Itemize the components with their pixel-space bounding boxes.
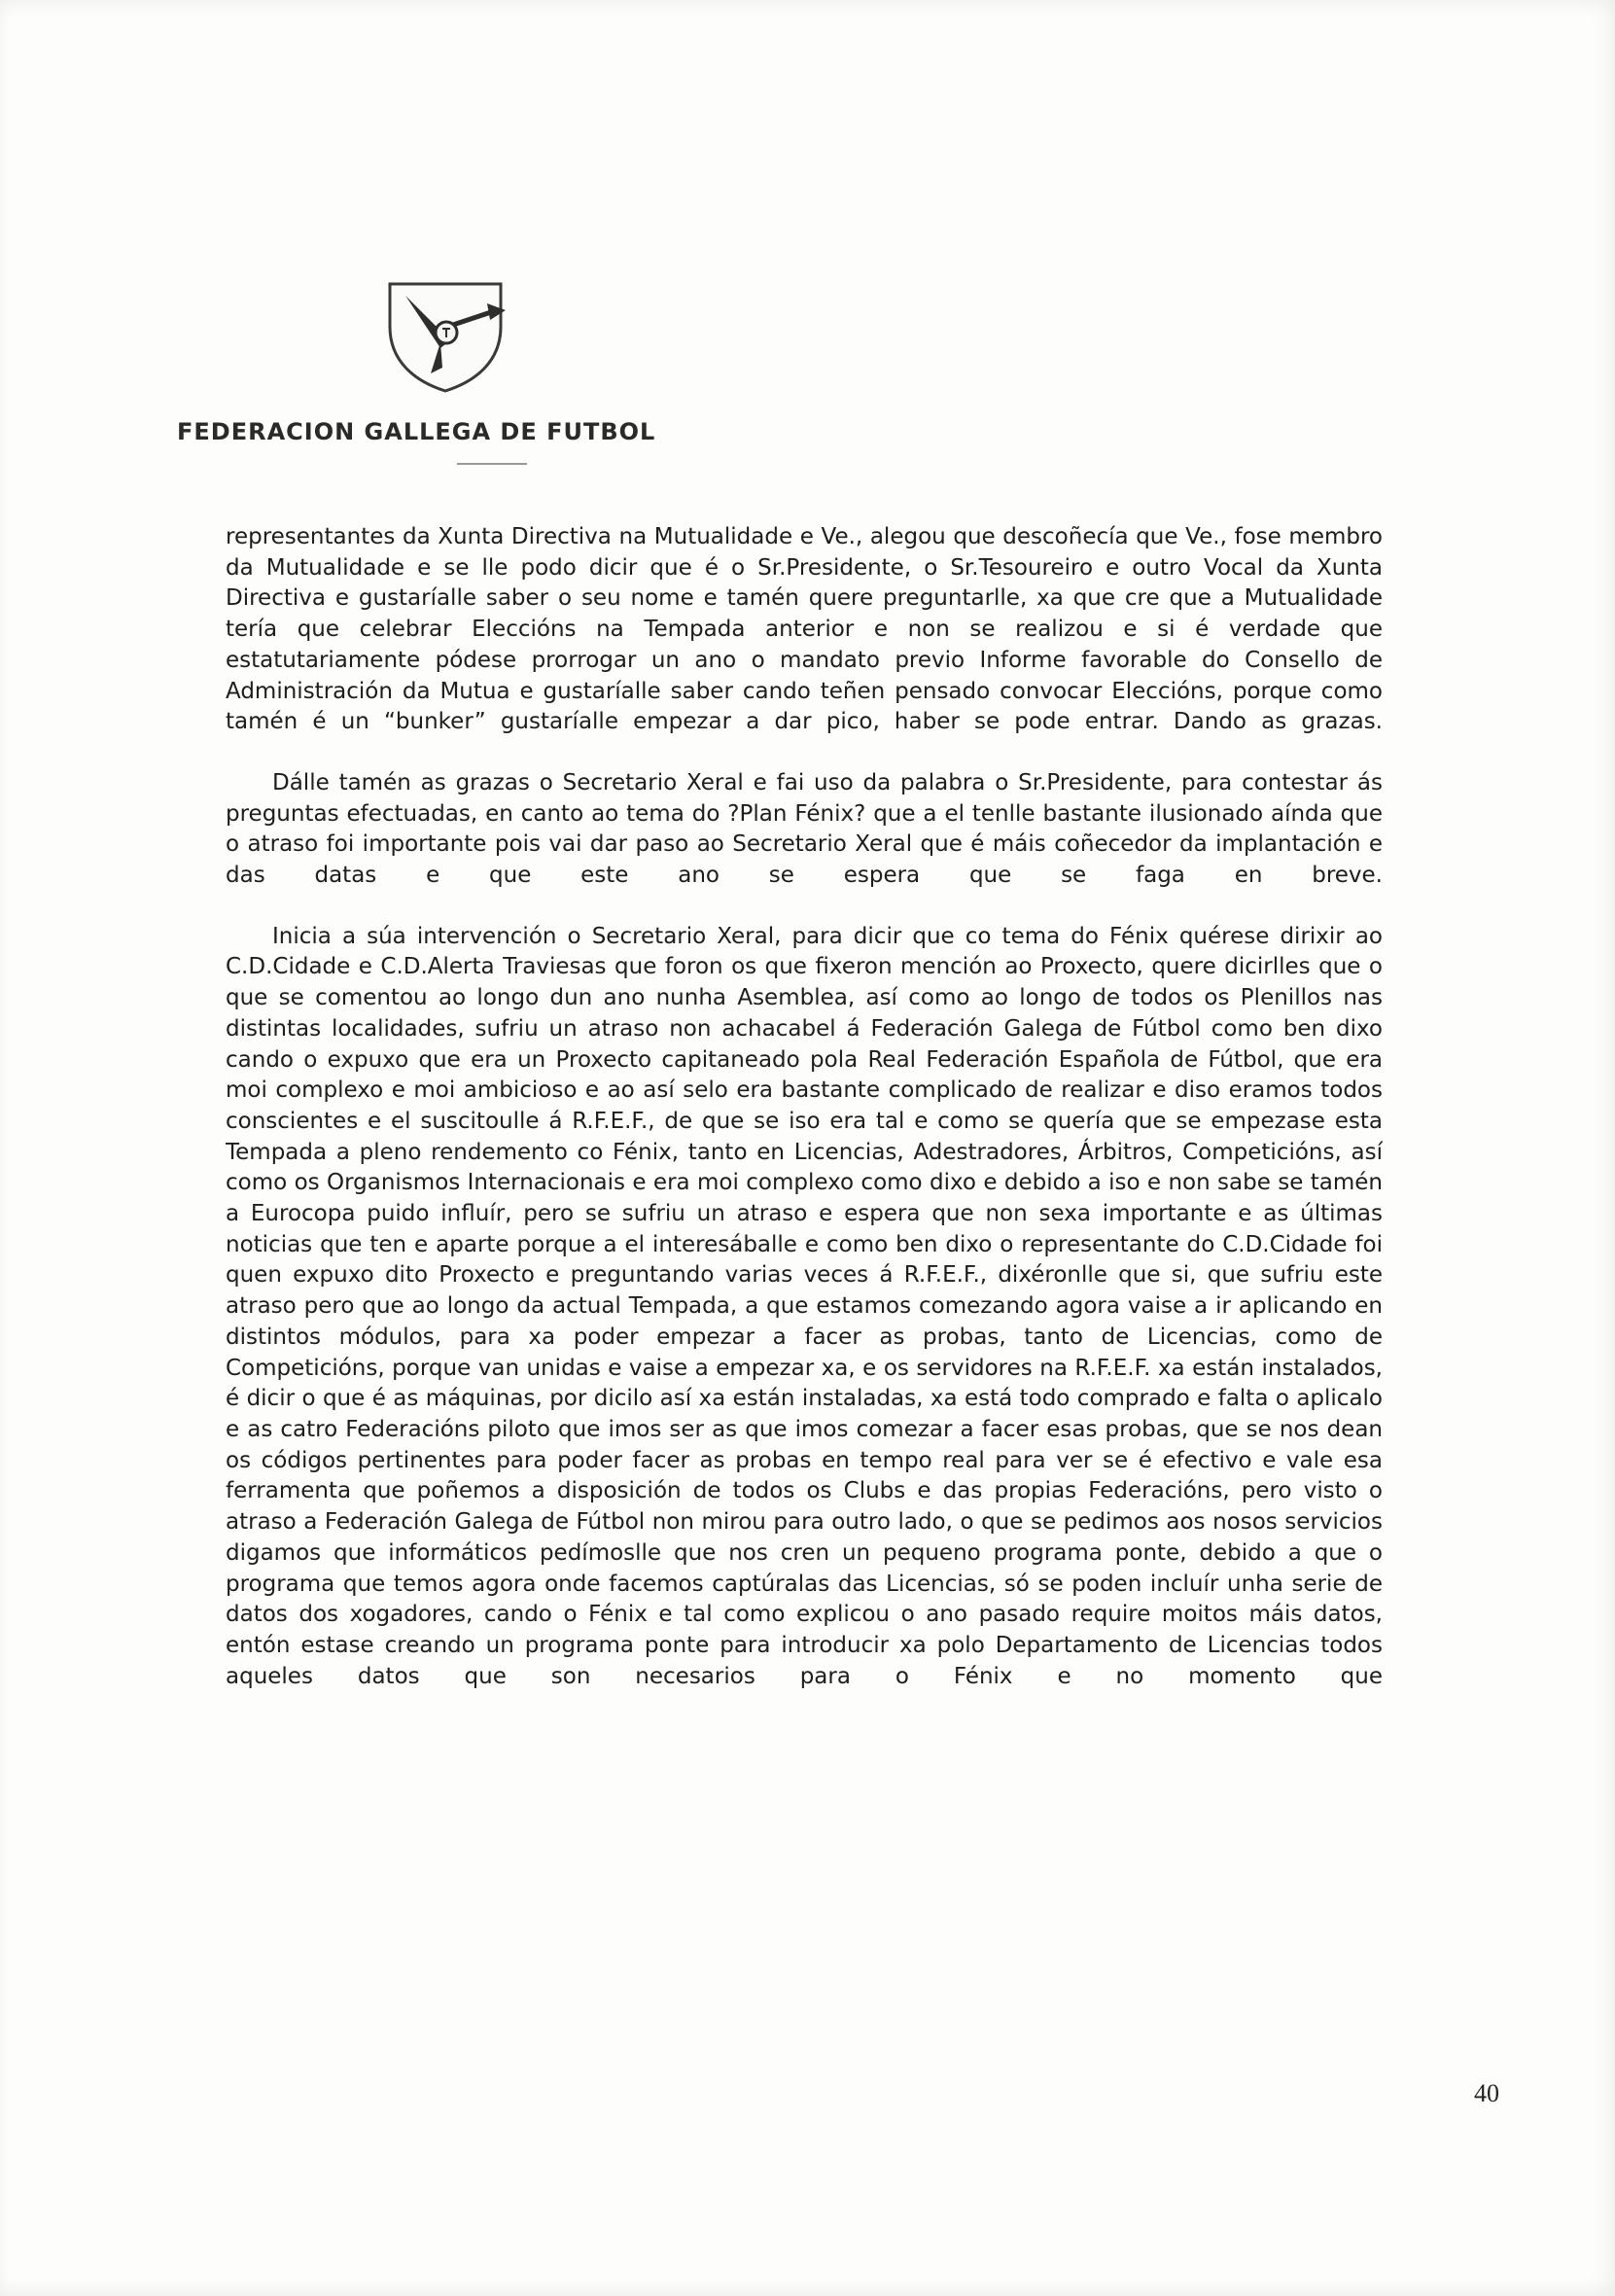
organization-name-heading: FEDERACION GALLEGA DE FUTBOL	[177, 418, 656, 445]
document-body	[226, 522, 1383, 1722]
page-number: 40	[1474, 2079, 1499, 2107]
federation-crest-icon	[381, 278, 509, 395]
header-rule	[457, 463, 527, 465]
paragraph: Inicia a súa intervención o Secretario Xeral, para dicir que co tema do Fénix quérese dirixir ao C.D.Cidade e C.D.Alerta Traviesas que foron os que fixeron mención ao Proxecto, quere dicirlles que o que se comentou ao longo dun ano nunha Asemblea, así como ao longo de todos os Plenillos nas distintas localidades, sufriu un atraso non achacabel á Federación Galega de Fútbol como ben dixo cando o expuxo que era un Proxecto capitaneado pola Real Federación Española de Fútbol, que era moi complexo e moi ambicioso e ao así selo era bastante complicado de realizar e diso eramos todos conscientes e el suscitoulle á R.F.E.F., de que se iso era tal e como se quería que se empezase esta Tempada a pleno rendemento co Fénix, tanto en Licencias, Adestradores, Árbitros, Competicións, así como os Organismos Internacionais e era moi complexo como dixo e debido a iso e non sabe se tamén a Eurocopa puido influír, pero se sufriu un atraso e espera que non sexa importante e as últimas noticias que ten e aparte porque a el interesáballe e como ben dixo o representante do C.D.Cidade foi quen expuxo dito Proxecto e preguntando varias veces á R.F.E.F., dixéronlle que si, que sufriu este atraso pero que ao longo da actual Tempada, a que estamos comezando agora vaise a ir aplicando en distintos módulos, para xa poder empezar a facer as probas, tanto de Licencias, como de Competicións, porque van unidas e vaise a empezar xa, e os servidores na R.F.E.F. xa están instalados, é dicir o que é as máquinas, por dicilo así xa están instaladas, xa está todo comprado e falta o aplicalo e as catro Federacións piloto que imos ser as que imos comezar a facer esas probas, que se nos dean os códigos pertinentes para poder facer as probas en tempo real para ver se é efectivo e vale esa ferramenta que poñemos a disposición de todos os Clubs e das propias Federacións, pero visto o atraso a Federación Galega de Fútbol non mirou para outro lado, o que se pedimos aos nosos servicios digamos que informáticos pedímoslle que nos cren un pequeno programa ponte, debido a que o programa que temos agora onde facemos captúralas das Licencias, só se poden incluír unha serie de datos dos xogadores, cando o Fénix e tal como explicou o ano pasado require moitos máis datos, entón estase creando un programa ponte para introducir xa polo Departamento de Licencias todos aqueles datos que son necesarios para o Fénix e no momento que	[226, 923, 1383, 1689]
paragraph-continuation: representantes da Xunta Directiva na Mutualidade e Ve., alegou que descoñecía que Ve., fose membro da Mutualidade e se lle podo dicir que é o Sr.Presidente, o Sr.Tesoureiro e outro Vocal da Xunta Directiva e gustaríalle saber o seu nome e tamén quere preguntarlle, xa que cre que a Mutualidade tería que celebrar Eleccións na Tempada anterior e non se realizou e si é verdade que estatutariamente pódese prorrogar un ano o mandato previo Informe favorable do Consello de Administración da Mutua e gustaríalle saber cando teñen pensado convocar Eleccións, porque como tamén é un “bunker” gustaríalle empezar a dar pico, haber se pode entrar. Dando as grazas.	[226, 524, 1383, 735]
paragraph: Dálle tamén as grazas o Secretario Xeral e fai uso da palabra o Sr.Presidente, para contestar ás preguntas efectuadas, en canto ao tema do ?Plan Fénix? que a el tenlle bastante ilusionado aínda que o atraso foi importante pois vai dar paso ao Secretario Xeral que é máis coñecedor da implantación e das datas e que este ano se espera que se faga en breve.	[226, 769, 1383, 889]
